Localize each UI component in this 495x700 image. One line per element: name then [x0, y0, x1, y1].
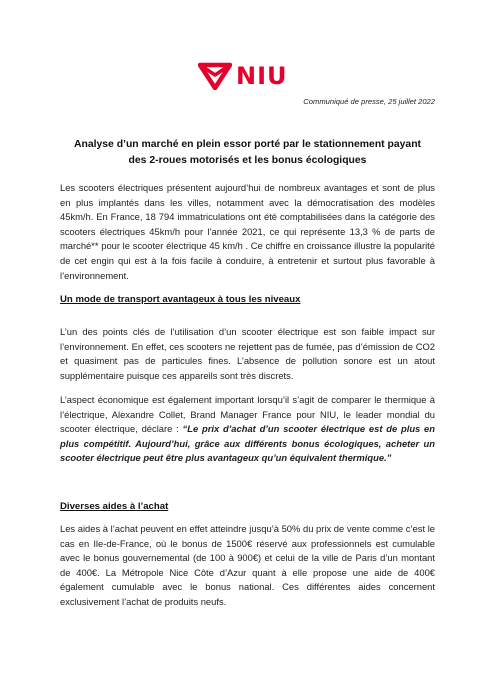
- logo-wordmark: NIU: [236, 62, 288, 90]
- environment-paragraph: L’un des points clés de l’utilisation d’un scooter électrique est son faible impact sur l’environnement. En effet, ces scooters ne rejettent pas de fumée, pas d’émission de CO2 et quasiment pas de particules fines. L’absence de pollution sonore est un atout supplémentaire puisque ces appareils sont très discrets.: [60, 326, 435, 381]
- press-release-date: Communiqué de presse, 25 juillet 2022: [303, 97, 435, 106]
- economic-paragraph: [60, 393, 435, 466]
- niu-logo-mark-icon: [198, 62, 232, 90]
- aides-paragraph: Les aides à l’achat peuvent en effet atteindre jusqu’à 50% du prix de vente comme c’est le cas en Ile-de-France, où le bonus de 1500€ réservé aux professionnels est cumulable avec le bonus gouvernemental (de 100 à 900€) et celui de la ville de Paris d’un montant de 400€. La Métropole Nice Côte d’Azur quant à elle propose une aide de 400€ également cumulable avec le bonus national. Ces différentes aides concernent exclusivement l’achat de produits neufs.: [60, 523, 435, 607]
- title-line-2: des 2-roues motorisés et les bonus écologiques: [128, 155, 367, 166]
- manager-quote: “Le prix d’achat d’un scooter électrique est de plus en plus compétitif. Aujourd’hui, grâce aux différents bonus écologiques, acheter un scooter électrique peut être plus avantageux qu’un équivalent thermique.”: [60, 423, 435, 464]
- section-heading-aides: Diverses aides à l’achat: [60, 501, 169, 512]
- section-heading-transport: Un mode de transport avantageux à tous les niveaux: [60, 294, 301, 305]
- title-line-1: Analyse d’un marché en plein essor porté par le stationnement payant: [73, 139, 422, 150]
- intro-paragraph: Les scooters électriques présentent aujourd’hui de nombreux avantages et sont de plus en plus implantés dans les villes, notamment avec la démocratisation des modèles 45km/h. En France, 18 794 immatriculations ont été comptabilisées dans la catégorie des scooters électriques 45km/h pour l’année 2021, ce qui représente 13,3 % de parts de marché** pour le scooter électrique 45 km/h . Ce chiffre en croissance illustre la popularité de cet engin qui est à la fois facile à conduire, à entretenir et surtout plus favorable à l’environnement.: [60, 182, 435, 281]
- page-title: [50, 137, 445, 169]
- niu-logo: [198, 61, 298, 91]
- economic-paragraph-text: L’aspect économique est également important lorsqu’il s’agit de comparer le thermique à l’électrique, Alexandre Collet, Brand Manager France pour NIU, le leader mondial du scooter électrique, déclare :: [60, 394, 435, 435]
